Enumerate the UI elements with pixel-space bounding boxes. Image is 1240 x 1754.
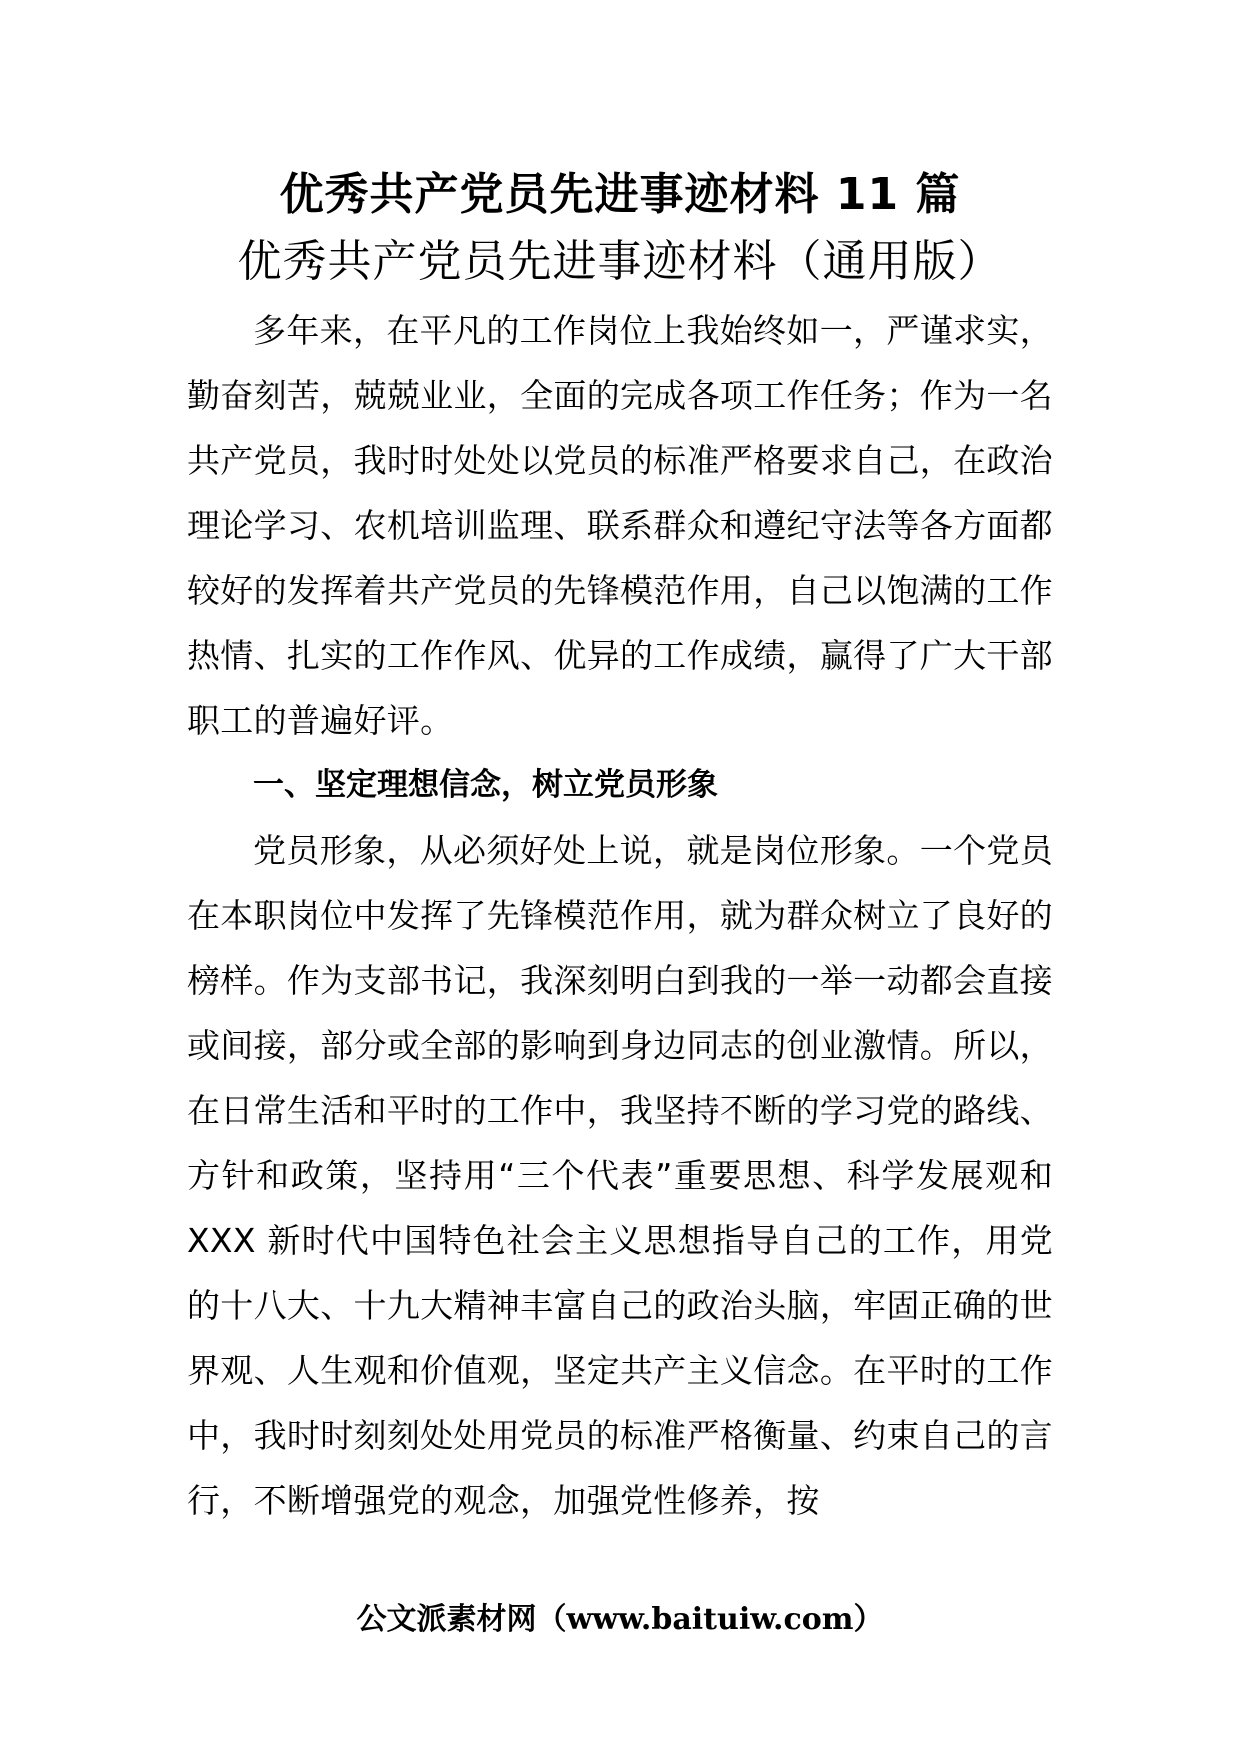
footer-source: 公文派素材网（www.baituiw.com）	[356, 1602, 884, 1637]
section-paragraph: 党员形象，从必须好处上说，就是岗位形象。一个党员在本职岗位中发挥了先锋模范作用，就为群众树立了良好的榜样。作为支部书记，我深刻明白到我的一举一动都会直接或间接，部分或全部的影响到身边同志的创业激情。所以，在日常生活和平时的工作中，我坚持不断的学习党的路线、方针和政策，坚持用“三个代表”重要思想、科学发展观和 XXX 新时代中国特色社会主义思想指导自己的工作，用党的十八大、十九大精神丰富自己的政治头脑，牢固正确的世界观、人生观和价值观，坚定共产主义信念。在平时的工作中，我时时刻刻处处用党员的标准严格衡量、约束自己的言行，不断增强党的观念，加强党性修养，按	[187, 831, 1053, 1520]
document-subtitle: 优秀共产党员先进事迹材料（通用版）	[237, 236, 1003, 287]
document-body	[187, 298, 1053, 1533]
document-title: 优秀共产党员先进事迹材料 11 篇	[279, 169, 961, 220]
intro-paragraph: 多年来，在平凡的工作岗位上我始终如一，严谨求实，勤奋刻苦，兢兢业业，全面的完成各项工作任务；作为一名共产党员，我时时处处以党员的标准严格要求自己，在政治理论学习、农机培训监理、联系群众和遵纪守法等各方面都较好的发挥着共产党员的先锋模范作用，自己以饱满的工作热情、扎实的工作作风、优异的工作成绩，赢得了广大干部职工的普遍好评。	[187, 311, 1053, 740]
section-heading: 一、坚定理想信念，树立党员形象	[253, 767, 718, 803]
